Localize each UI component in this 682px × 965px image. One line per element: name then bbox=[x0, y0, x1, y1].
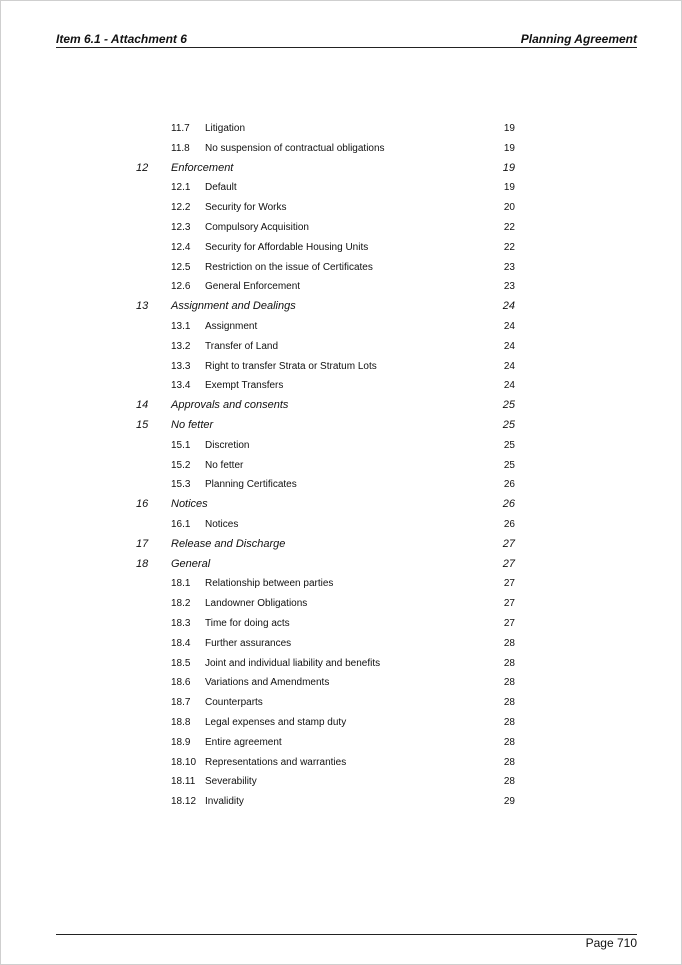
toc-entry-page: 25 bbox=[502, 399, 515, 412]
toc-entry-title: General Enforcement bbox=[205, 281, 301, 293]
toc-entry-number: 18.8 bbox=[171, 716, 191, 728]
toc-entry-title: No fetter bbox=[171, 418, 214, 431]
toc-entry-title: General bbox=[171, 557, 211, 570]
toc-subsection-row bbox=[1, 358, 681, 378]
toc-subsection-row bbox=[1, 575, 681, 595]
toc-entry-page: 26 bbox=[503, 518, 515, 530]
toc-subsection-row bbox=[1, 674, 681, 694]
toc-section-row bbox=[1, 298, 681, 318]
toc-subsection-row bbox=[1, 457, 681, 477]
toc-subsection-row bbox=[1, 437, 681, 457]
toc-entry-page: 27 bbox=[502, 537, 515, 550]
toc-entry-number: 14 bbox=[136, 399, 149, 412]
toc-subsection-row bbox=[1, 239, 681, 259]
toc-entry-number: 12 bbox=[136, 161, 149, 174]
toc-subsection-row bbox=[1, 615, 681, 635]
toc-entry-number: 18.10 bbox=[171, 756, 197, 768]
toc-subsection-row bbox=[1, 635, 681, 655]
toc-entry-page: 29 bbox=[503, 796, 515, 808]
toc-entry-number: 18.9 bbox=[171, 736, 191, 748]
toc-entry-number: 18.2 bbox=[171, 598, 191, 610]
toc-subsection-row bbox=[1, 734, 681, 754]
toc-entry-page: 20 bbox=[503, 202, 515, 214]
toc-subsection-row bbox=[1, 714, 681, 734]
toc-entry-title: Right to transfer Strata or Stratum Lots bbox=[205, 360, 377, 372]
toc-entry-title: Security for Works bbox=[205, 202, 287, 214]
toc-entry-number: 18.1 bbox=[171, 578, 191, 590]
toc-entry-number: 13.1 bbox=[171, 320, 191, 332]
toc-entry-page: 28 bbox=[503, 756, 515, 768]
toc-entry-page: 24 bbox=[503, 380, 515, 392]
toc-subsection-row bbox=[1, 595, 681, 615]
toc-subsection-row bbox=[1, 476, 681, 496]
toc-entry-title: Legal expenses and stamp duty bbox=[205, 716, 347, 728]
header-document-title: Planning Agreement bbox=[520, 32, 637, 46]
toc-entry-title: No suspension of contractual obligations bbox=[205, 142, 385, 154]
toc-entry-title: Variations and Amendments bbox=[205, 677, 330, 689]
toc-entry-title: Counterparts bbox=[205, 697, 263, 709]
toc-entry-number: 15.2 bbox=[171, 459, 191, 471]
toc-entry-title: Relationship between parties bbox=[205, 578, 334, 590]
toc-entry-page: 28 bbox=[503, 776, 515, 788]
toc-entry-number: 18.4 bbox=[171, 637, 191, 649]
toc-entry-number: 12.1 bbox=[171, 182, 191, 194]
toc-entry-title: Assignment bbox=[205, 320, 258, 332]
toc-entry-page: 28 bbox=[503, 736, 515, 748]
table-of-contents bbox=[1, 120, 681, 813]
toc-subsection-row bbox=[1, 754, 681, 774]
toc-entry-number: 18.11 bbox=[171, 776, 196, 788]
toc-entry-page: 25 bbox=[502, 418, 515, 431]
toc-entry-page: 28 bbox=[503, 716, 515, 728]
toc-entry-title: Notices bbox=[171, 498, 208, 511]
toc-entry-title: Compulsory Acquisition bbox=[205, 221, 309, 233]
toc-entry-title: Representations and warranties bbox=[205, 756, 347, 768]
toc-entry-number: 18 bbox=[136, 557, 149, 570]
toc-subsection-row bbox=[1, 318, 681, 338]
toc-subsection-row bbox=[1, 377, 681, 397]
toc-subsection-row bbox=[1, 259, 681, 279]
toc-entry-number: 12.4 bbox=[171, 241, 191, 253]
page-header bbox=[56, 31, 637, 48]
toc-section-row bbox=[1, 417, 681, 437]
toc-entry-number: 12.2 bbox=[171, 202, 191, 214]
toc-entry-title: Restriction on the issue of Certificates bbox=[205, 261, 373, 273]
toc-subsection-row bbox=[1, 140, 681, 160]
toc-section-row bbox=[1, 160, 681, 180]
toc-entry-number: 15 bbox=[136, 418, 149, 431]
toc-entry-number: 13.2 bbox=[171, 340, 191, 352]
toc-section-row bbox=[1, 397, 681, 417]
toc-entry-title: Exempt Transfers bbox=[205, 380, 284, 392]
toc-subsection-row bbox=[1, 199, 681, 219]
toc-entry-title: Severability bbox=[205, 776, 257, 788]
toc-entry-number: 12.6 bbox=[171, 281, 191, 293]
toc-entry-number: 18.12 bbox=[171, 796, 197, 808]
toc-entry-number: 13 bbox=[136, 300, 149, 313]
toc-subsection-row bbox=[1, 120, 681, 140]
toc-entry-page: 27 bbox=[502, 557, 515, 570]
toc-entry-page: 19 bbox=[503, 142, 515, 154]
toc-entry-page: 23 bbox=[503, 281, 515, 293]
toc-section-row bbox=[1, 556, 681, 576]
toc-entry-title: Approvals and consents bbox=[171, 399, 289, 412]
toc-entry-number: 16 bbox=[136, 498, 149, 511]
toc-entry-page: 23 bbox=[503, 261, 515, 273]
toc-entry-page: 24 bbox=[503, 320, 515, 332]
toc-entry-title: Assignment and Dealings bbox=[171, 300, 296, 313]
toc-entry-title: Joint and individual liability and benefits bbox=[205, 657, 381, 669]
toc-entry-number: 13.4 bbox=[171, 380, 191, 392]
toc-entry-page: 25 bbox=[503, 459, 515, 471]
toc-entry-number: 15.1 bbox=[171, 439, 191, 451]
toc-entry-title: Notices bbox=[205, 518, 239, 530]
toc-entry-number: 12.5 bbox=[171, 261, 191, 273]
page-number: Page 710 bbox=[585, 936, 637, 950]
toc-entry-page: 24 bbox=[503, 360, 515, 372]
toc-subsection-row bbox=[1, 773, 681, 793]
toc-subsection-row bbox=[1, 338, 681, 358]
toc-entry-title: Litigation bbox=[205, 123, 246, 134]
toc-subsection-row bbox=[1, 655, 681, 675]
toc-entry-number: 15.3 bbox=[171, 479, 191, 491]
toc-entry-number: 12.3 bbox=[171, 221, 191, 233]
toc-entry-page: 19 bbox=[502, 161, 515, 174]
toc-entry-page: 28 bbox=[503, 637, 515, 649]
toc-entry-page: 26 bbox=[503, 479, 515, 491]
toc-entry-page: 27 bbox=[503, 598, 515, 610]
toc-section-row bbox=[1, 496, 681, 516]
toc-entry-title: Further assurances bbox=[205, 637, 292, 649]
toc-entry-page: 28 bbox=[503, 677, 515, 689]
toc-entry-page: 22 bbox=[503, 241, 515, 253]
toc-entry-title: Entire agreement bbox=[205, 736, 282, 748]
toc-entry-page: 27 bbox=[503, 578, 515, 590]
toc-entry-number: 18.5 bbox=[171, 657, 191, 669]
toc-entry-number: 18.7 bbox=[171, 697, 191, 709]
toc-entry-number: 16.1 bbox=[171, 518, 191, 530]
toc-subsection-row bbox=[1, 694, 681, 714]
toc-entry-number: 18.6 bbox=[171, 677, 191, 689]
toc-entry-title: Security for Affordable Housing Units bbox=[205, 241, 369, 253]
toc-entry-number: 11.8 bbox=[171, 142, 190, 154]
toc-entry-page: 24 bbox=[503, 340, 515, 352]
toc-entry-title: Transfer of Land bbox=[205, 340, 279, 352]
toc-entry-title: No fetter bbox=[205, 459, 244, 471]
toc-section-row bbox=[1, 536, 681, 556]
toc-entry-page: 28 bbox=[503, 697, 515, 709]
toc-entry-number: 11.7 bbox=[171, 123, 190, 134]
toc-entry-page: 28 bbox=[503, 657, 515, 669]
toc-entry-title: Planning Certificates bbox=[205, 479, 297, 491]
toc-subsection-row bbox=[1, 179, 681, 199]
toc-entry-page: 19 bbox=[503, 182, 515, 194]
toc-entry-number: 18.3 bbox=[171, 617, 191, 629]
toc-subsection-row bbox=[1, 219, 681, 239]
toc-entry-title: Invalidity bbox=[205, 796, 244, 808]
toc-subsection-row bbox=[1, 516, 681, 536]
toc-entry-page: 22 bbox=[503, 221, 515, 233]
toc-entry-title: Landowner Obligations bbox=[205, 598, 308, 610]
toc-subsection-row bbox=[1, 278, 681, 298]
header-attachment-label: Item 6.1 - Attachment 6 bbox=[56, 32, 187, 46]
toc-entry-page: 19 bbox=[503, 123, 515, 134]
toc-entry-page: 27 bbox=[503, 617, 515, 629]
toc-entry-number: 13.3 bbox=[171, 360, 191, 372]
toc-entry-number: 17 bbox=[136, 537, 149, 550]
page-footer bbox=[56, 934, 637, 950]
toc-entry-title: Time for doing acts bbox=[205, 617, 290, 629]
toc-entry-page: 26 bbox=[502, 498, 515, 511]
toc-entry-title: Release and Discharge bbox=[171, 537, 286, 550]
toc-entry-title: Discretion bbox=[205, 439, 250, 451]
toc-entry-page: 24 bbox=[502, 300, 515, 313]
toc-entry-title: Default bbox=[205, 182, 237, 194]
toc-subsection-row bbox=[1, 793, 681, 813]
toc-entry-page: 25 bbox=[503, 439, 515, 451]
toc-entry-title: Enforcement bbox=[171, 161, 234, 174]
